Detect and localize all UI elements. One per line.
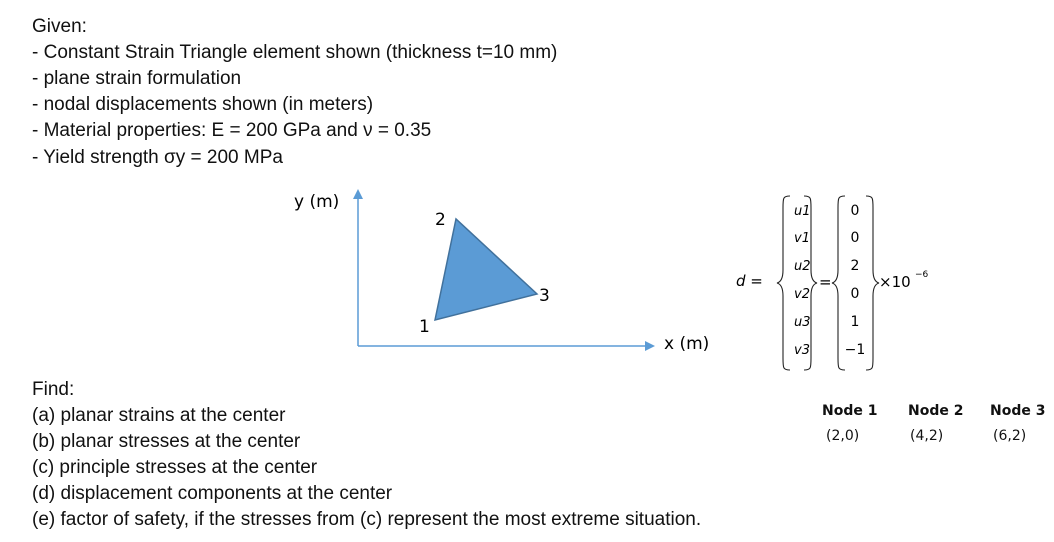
matrix-value: 0: [850, 230, 860, 246]
matrix-symbol: u1: [794, 204, 811, 219]
given-item-2: - plane strain formulation: [32, 68, 242, 89]
find-heading: Find:: [32, 379, 75, 400]
node-1-header: Node 1: [822, 403, 878, 419]
matrix-value: 2: [850, 258, 860, 274]
matrix-value: 0: [850, 286, 860, 302]
cst-triangle: [435, 219, 537, 320]
matrix-value: −1: [844, 342, 866, 358]
find-item-e: (e) factor of safety, if the stresses from (c) represent the most extreme situation.: [32, 509, 702, 530]
brace-right-2: [866, 196, 879, 370]
matrix-value: 0: [850, 203, 860, 219]
find-item-a: (a) planar strains at the center: [32, 405, 286, 426]
node-3-header: Node 3: [990, 403, 1046, 419]
node-label-1: 1: [419, 317, 430, 337]
given-heading: Given:: [32, 16, 87, 37]
find-item-b: (b) planar stresses at the center: [32, 431, 301, 452]
matrix-symbol: v3: [794, 343, 810, 358]
y-axis-label: y (m): [294, 192, 340, 212]
matrix-symbol: v2: [794, 287, 810, 302]
x-axis-label: x (m): [664, 334, 710, 354]
brace-left-1: [777, 196, 790, 370]
node-label-3: 3: [539, 286, 550, 306]
find-item-d: (d) displacement components at the center: [32, 483, 393, 504]
matrix-exponent: −6: [915, 270, 929, 280]
given-item-1: - Constant Strain Triangle element shown (thickness t=10 mm): [32, 42, 558, 63]
node-1-coords: (2,0): [826, 428, 860, 444]
brace-left-2: [832, 196, 845, 370]
node-2-header: Node 2: [908, 403, 964, 419]
given-item-3: - nodal displacements shown (in meters): [32, 94, 374, 115]
node-3-coords: (6,2): [993, 428, 1027, 444]
matrix-symbol: v1: [794, 231, 810, 246]
node-label-2: 2: [435, 210, 446, 230]
find-item-c: (c) principle stresses at the center: [32, 457, 318, 478]
matrix-lhs: d =: [736, 272, 763, 290]
node-2-coords: (4,2): [910, 428, 944, 444]
matrix-symbol: u2: [794, 259, 811, 274]
displacement-matrix: [736, 188, 936, 378]
matrix-symbol: u3: [794, 315, 811, 330]
given-item-4: - Material properties: E = 200 GPa and ν = 0.35: [32, 120, 432, 141]
matrix-value: 1: [850, 314, 860, 330]
matrix-multiplier: ×10: [879, 273, 911, 291]
element-figure: [0, 0, 720, 360]
equals-sign: =: [819, 273, 832, 291]
given-item-5: - Yield strength σy = 200 MPa: [32, 147, 283, 168]
